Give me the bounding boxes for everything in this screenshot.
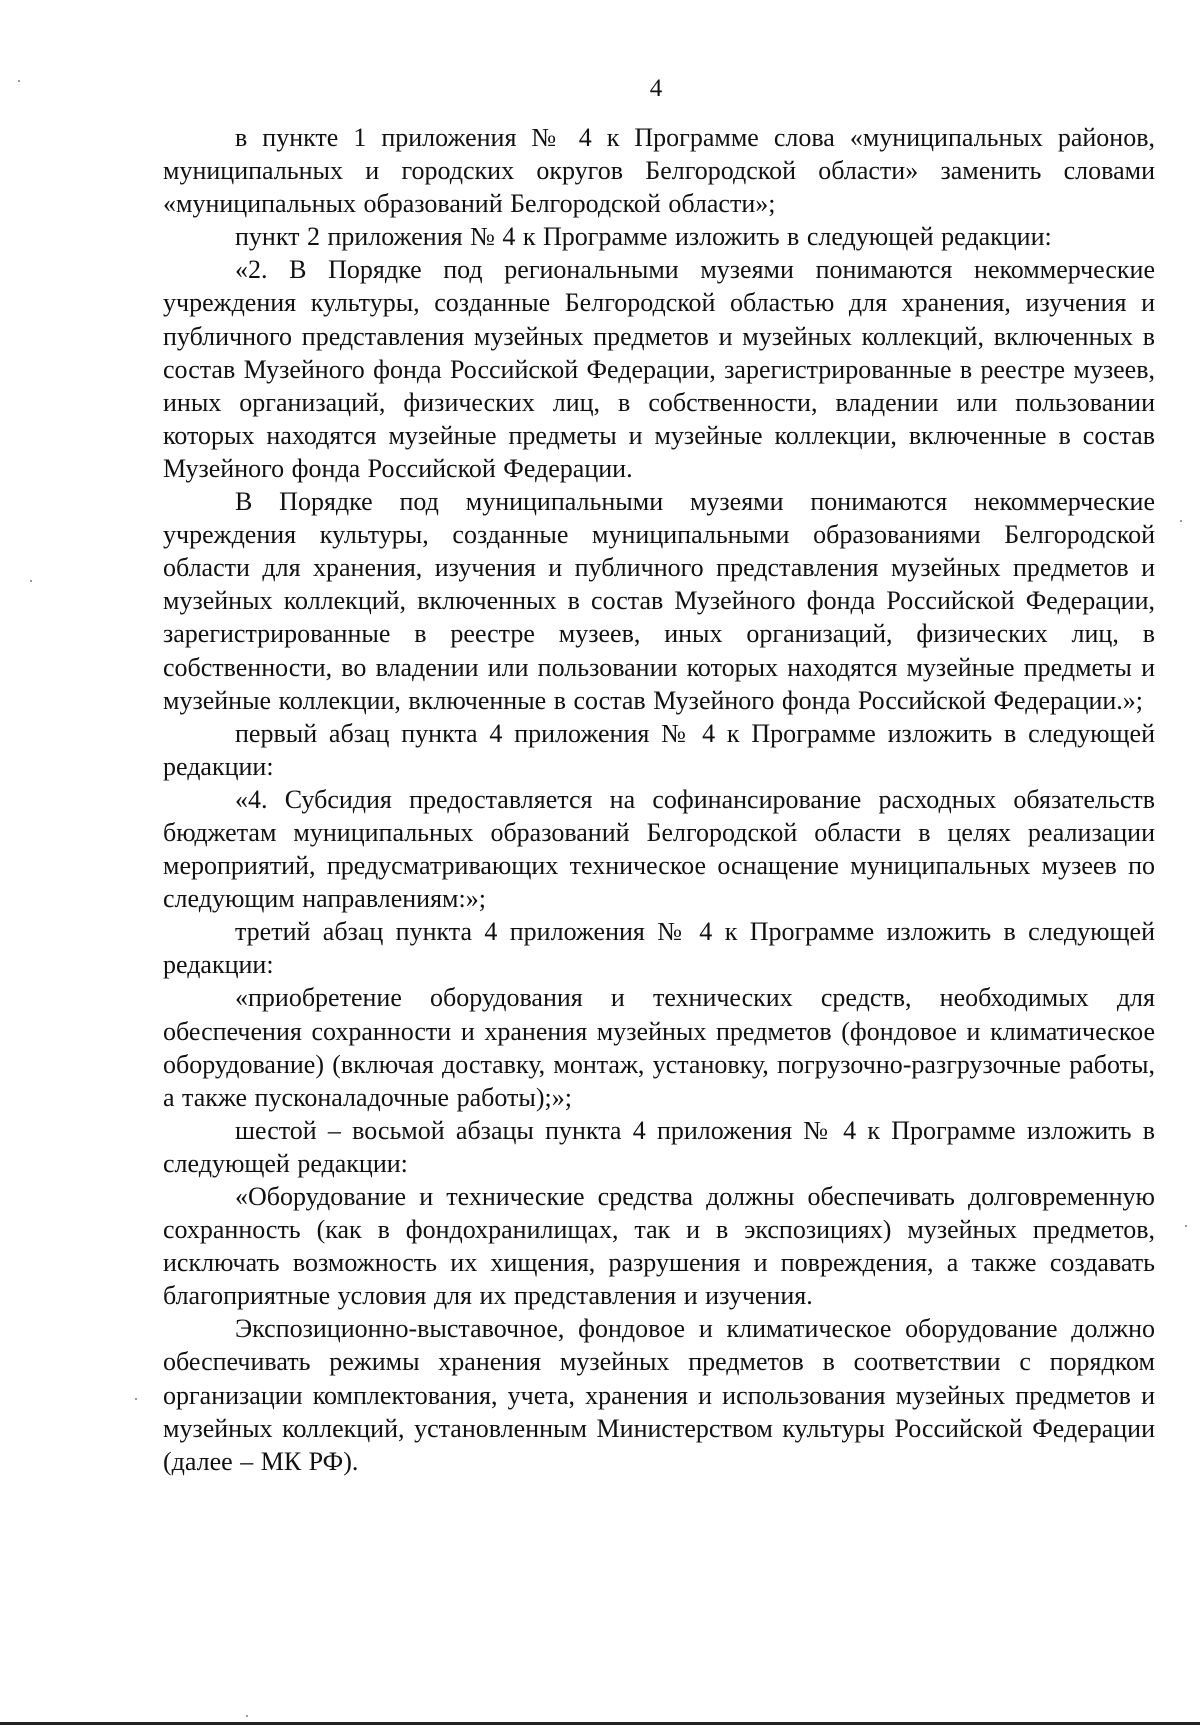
scan-speck — [1180, 520, 1182, 522]
paragraph: в пункте 1 приложения № 4 к Программе слова «муниципальных районов, муниципальных и городских округов Белгородской области» заменить словами «муниципальных образований Белгородской области»; — [163, 123, 1155, 219]
paragraph: шестой – восьмой абзацы пункта 4 приложения № 4 к Программе изложить в следующей редакции: — [163, 1115, 1155, 1178]
scan-speck — [135, 1398, 137, 1400]
paragraph: «2. В Порядке под региональными музеями понимаются некоммерческие учреждения культуры, созданные Белгородской областью для хранения, изучения и публичного представления музейных предметов и музейных коллекций, включенных в состав Музейного фонда Российской Федерации, зарегистрированные в реестре музеев, иных организаций, физических лиц, в собственности, владении или пользовании которых находятся музейные предметы и музейные коллекции, включенные в состав Музейного фонда Российской Федерации. — [163, 255, 1155, 483]
paragraph: первый абзац пункта 4 приложения № 4 к Программе изложить в следующей редакции: — [163, 718, 1155, 781]
paragraph: «4. Субсидия предоставляется на софинансирование расходных обязательств бюджетам муниципальных образований Белгородской области в целях реализации мероприятий, предусматривающих техническое оснащение муниципальных музеев по следующим направлениям:»; — [163, 784, 1155, 914]
paragraph: «приобретение оборудования и технических средств, необходимых для обеспечения сохранности и хранения музейных предметов (фондовое и климатическое оборудование) (включая доставку, монтаж, установку, погрузочно-разгрузочные работы, а также пусконаладочные работы);»; — [163, 983, 1155, 1112]
scan-speck — [18, 80, 20, 82]
paragraph: Экспозиционно-выставочное, фондовое и климатическое оборудование должно обеспечивать режимы хранения музейных предметов в соответствии с порядком организации комплектования, учета, хранения и использования музейных предметов и музейных коллекций, установленным Министерством культуры Российской Федерации (далее – МК РФ). — [163, 1314, 1155, 1476]
paragraph: пункт 2 приложения № 4 к Программе изложить в следующей редакции: — [235, 222, 1052, 252]
page-number: 4 — [649, 75, 663, 102]
scan-speck — [246, 1715, 248, 1717]
document-body — [163, 121, 1155, 1478]
scan-edge-line — [0, 1722, 1200, 1725]
paragraph: «Оборудование и технические средства должны обеспечивать долговременную сохранность (как в фондохранилищах, так и в экспозициях) музейных предметов, исключать возможность их хищения, разрушения и повреждения, а также создавать благоприятные условия для их представления и изучения. — [163, 1182, 1155, 1311]
paragraph: третий абзац пункта 4 приложения № 4 к Программе изложить в следующей редакции: — [163, 917, 1155, 980]
scan-speck — [30, 580, 32, 582]
scan-speck — [1185, 1225, 1187, 1227]
paragraph: В Порядке под муниципальными музеями понимаются некоммерческие учреждения культуры, созданные муниципальными образованиями Белгородской области для хранения, изучения и публичного представления музейных предметов и музейных коллекций, включенных в состав Музейного фонда Российской Федерации, зарегистрированные в реестре музеев, иных организаций, физических лиц, в собственности, во владении или пользовании которых находятся музейные предметы и музейные коллекции, включенные в состав Музейного фонда Российской Федерации.»; — [163, 487, 1155, 715]
